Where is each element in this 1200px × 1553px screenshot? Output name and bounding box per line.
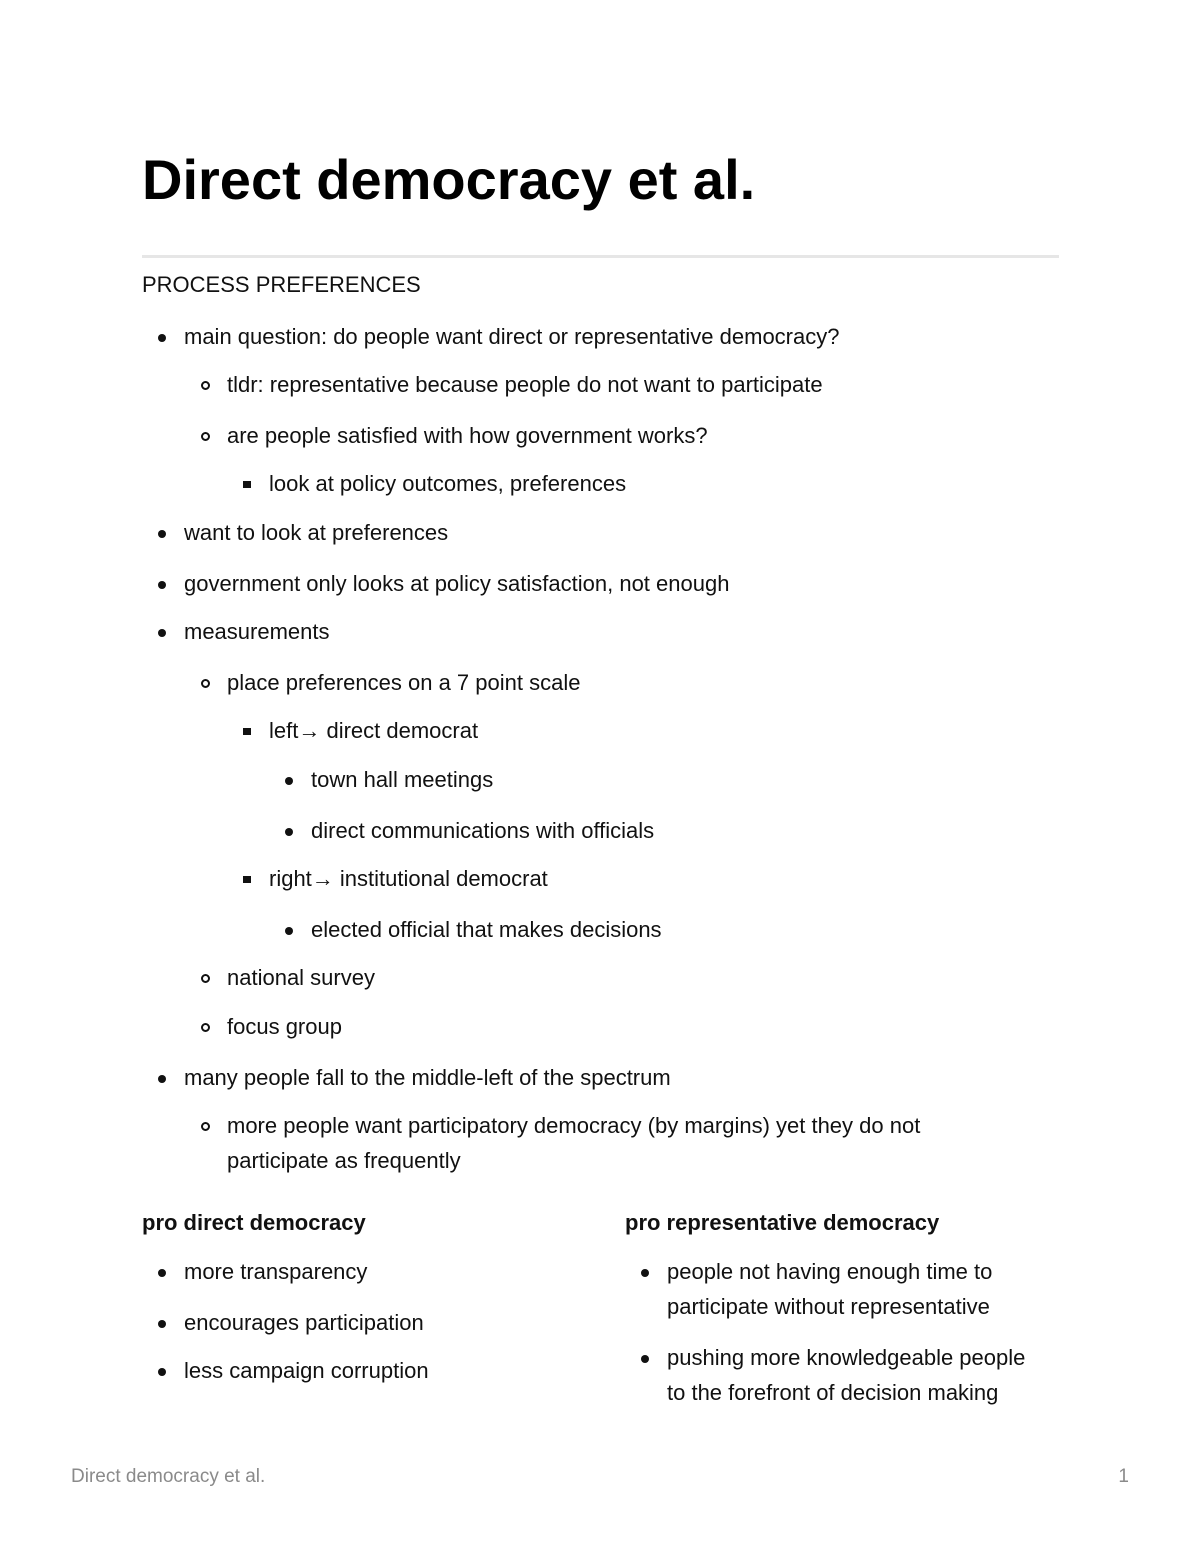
list-item: direct communications with officials <box>311 816 654 846</box>
page-number: 1 <box>1118 1466 1129 1487</box>
list-item: want to look at preferences <box>184 518 448 548</box>
pro-representative-heading: pro representative democracy <box>625 1210 940 1235</box>
list-item: more people want participatory democracy (by margins) yet they do not <box>227 1111 920 1141</box>
list-item: tldr: representative because people do not want to participate <box>227 370 823 400</box>
pro-direct-heading: pro direct democracy <box>142 1210 366 1235</box>
list-item: place preferences on a 7 point scale <box>227 668 580 698</box>
list-item: pushing more knowledgeable people <box>667 1343 1025 1373</box>
list-item: more transparency <box>184 1257 367 1287</box>
list-item: many people fall to the middle-left of the spectrum <box>184 1063 671 1093</box>
list-item: are people satisfied with how government works? <box>227 421 708 451</box>
list-item: people not having enough time to <box>667 1257 992 1287</box>
list-item: government only looks at policy satisfaction, not enough <box>184 569 729 599</box>
list-item: measurements <box>184 617 330 647</box>
page-title: Direct democracy et al. <box>142 148 756 211</box>
list-item: left→ direct democrat <box>269 716 478 746</box>
list-item-continuation: to the forefront of decision making <box>667 1380 999 1405</box>
list-item-continuation: participate as frequently <box>227 1148 461 1173</box>
list-item: focus group <box>227 1012 342 1042</box>
list-item-continuation: participate without representative <box>667 1294 990 1319</box>
list-item: right→ institutional democrat <box>269 864 548 894</box>
list-item: national survey <box>227 963 375 993</box>
list-item: less campaign corruption <box>184 1356 429 1386</box>
title-divider <box>142 255 1059 258</box>
list-item: encourages participation <box>184 1308 424 1338</box>
section-heading: PROCESS PREFERENCES <box>142 272 421 297</box>
list-item: elected official that makes decisions <box>311 915 662 945</box>
list-item: look at policy outcomes, preferences <box>269 469 626 499</box>
footer-title: Direct democracy et al. <box>71 1466 266 1487</box>
list-item: town hall meetings <box>311 765 493 795</box>
list-item: main question: do people want direct or representative democracy? <box>184 322 839 352</box>
